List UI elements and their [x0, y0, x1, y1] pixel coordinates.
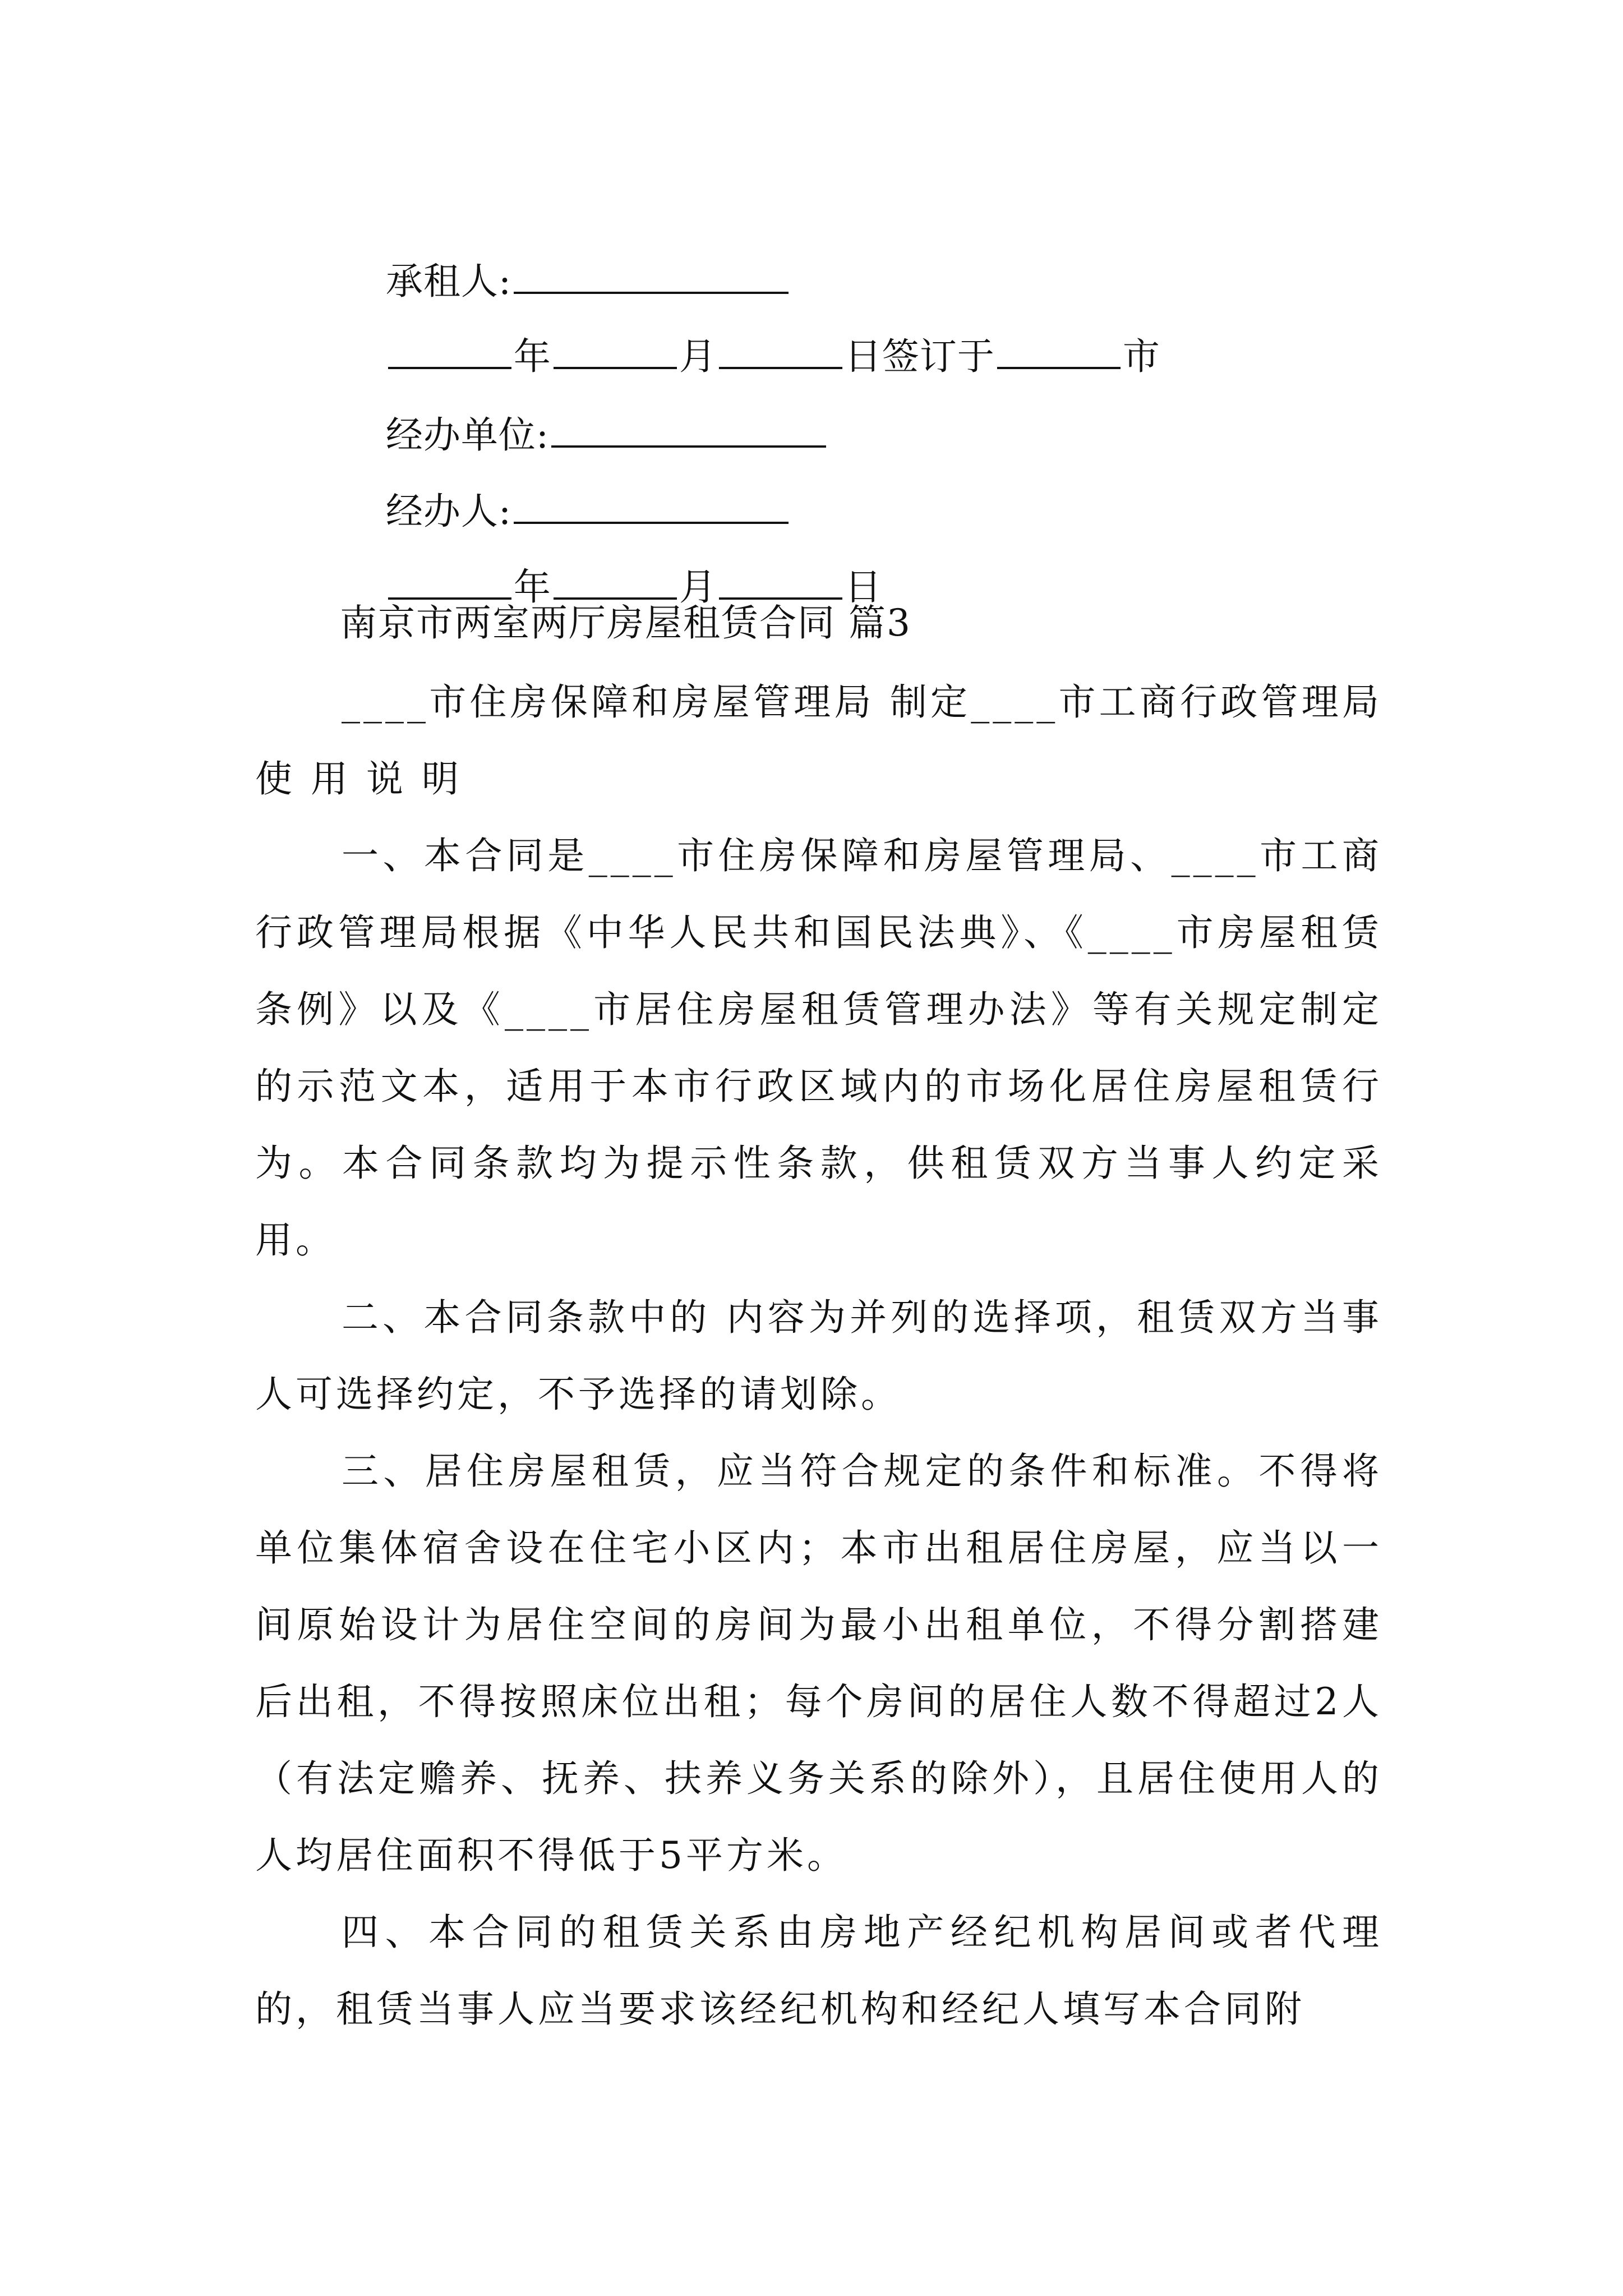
city-blank: [997, 335, 1121, 369]
year-label-2: 年: [513, 565, 551, 609]
day-signed-label: 日签订于: [844, 335, 995, 378]
intro-paragraph: ____市住房保障和房屋管理局 制定____市工商行政管理局使 用 说 明: [255, 680, 1382, 800]
month-label-2: 月: [679, 565, 717, 609]
year-blank-2: [388, 566, 511, 600]
lessee-blank: [514, 260, 789, 294]
day-blank-2: [719, 566, 842, 600]
month-label-1: 月: [679, 335, 717, 378]
agent-blank: [514, 490, 789, 524]
year-blank-1: [388, 335, 511, 369]
agent-label: 经办人:: [385, 490, 512, 533]
section-title: 南京市两室两厅房屋租赁合同 篇3: [340, 601, 911, 645]
lessee-label: 承租人:: [385, 260, 512, 303]
day-label-2: 日: [844, 565, 882, 609]
clause-4: 四、本合同的租赁关系由房地产经纪机构居间或者代理的，租赁当事人应当要求该经纪机构和经纪人填写本合同附: [255, 1911, 1382, 2031]
month-blank-2: [554, 566, 677, 600]
agency-blank: [551, 414, 826, 448]
day-blank-1: [719, 335, 842, 369]
clause-1: 一、本合同是____市住房保障和房屋管理局、____市工商行政管理局根据《中华人民共和国民法典》、《____市房屋租赁条例》以及《____市居住房屋租赁管理办法》等有关规定制定的示范文本，适用于本市行政区域内的市场化居住房屋租赁行为。本合同条款均为提示性条款，供租赁双方当事人约定采用。: [255, 834, 1382, 1262]
clause-3: 三、居住房屋租赁，应当符合规定的条件和标准。不得将单位集体宿舍设在住宅小区内；本市出租居住房屋，应当以一间原始设计为居住空间的房间为最小出租单位，不得分割搭建后出租，不得按照床位出租；每个房间的居住人数不得超过2人（有法定赡养、抚养、扶养义务关系的除外），且居住使用人的人均居住面积不得低于5平方米。: [255, 1450, 1382, 1877]
year-label-1: 年: [513, 335, 551, 378]
city-label: 市: [1122, 335, 1160, 378]
clause-2: 二、本合同条款中的 内容为并列的选择项，租赁双方当事人可选择约定，不予选择的请划除。: [255, 1296, 1382, 1416]
agency-label: 经办单位:: [385, 413, 550, 457]
month-blank-1: [554, 335, 677, 369]
